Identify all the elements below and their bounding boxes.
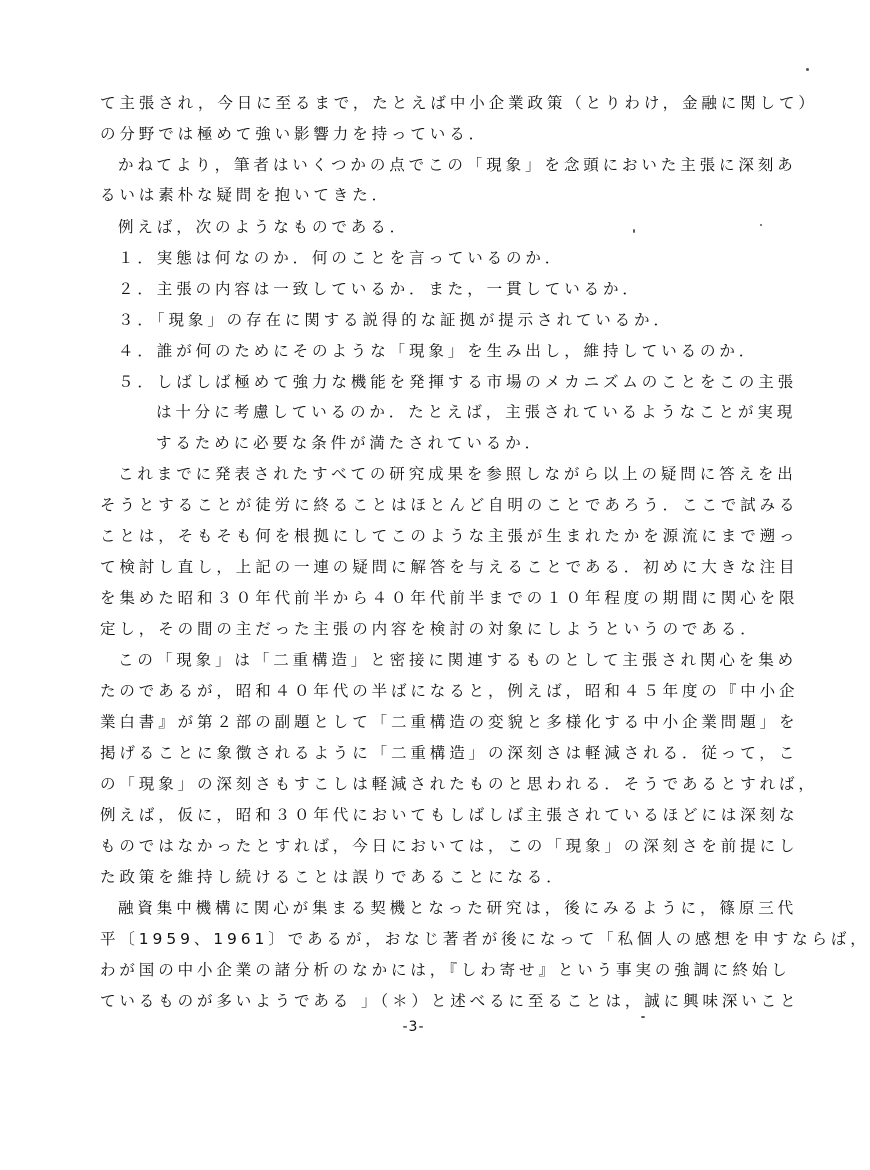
text-line-18: 定し，その間の主だった主張の内容を検討の対象にしようというのである．	[100, 620, 760, 638]
text-line-20: たのであるが，昭和４０年代の半ばになると，例えば，昭和４５年度の『中小企	[100, 682, 799, 700]
scan-speck	[641, 1016, 645, 1018]
text-line-17: を集めた昭和３０年代前半から４０年代前半までの１０年程度の期間に関心を限	[100, 589, 799, 607]
list-item-4: ４．誰が何のためにそのような「現象」を生み出し，維持しているのか．	[118, 342, 759, 360]
list-item-3: ３．「現象」の存在に関する説得的な証拠が提示されているか．	[118, 311, 673, 329]
text-line-28: 平〔1959、1961〕であるが，おなじ著者が後になって「私個人の感想を申すならば，	[100, 930, 870, 948]
text-line-4: るいは素朴な疑問を抱いてきた．	[100, 186, 392, 204]
text-line-27: 融資集中機構に関心が集まる契機となった研究は，後にみるように，篠原三代	[118, 899, 798, 917]
text-line-25: ものではなかったとすれば，今日においては，この「現象」の深刻さを前提にし	[100, 837, 799, 855]
page-number: -3-	[402, 1019, 425, 1035]
scan-speck	[633, 229, 635, 233]
text-line-14: そうとすることが徒労に終ることはほとんど自明のことであろう．ここで試みる	[100, 496, 799, 514]
text-line-24: 例えば，仮に，昭和３０年代においてもしばしば主張されているほどには深刻な	[100, 806, 799, 824]
text-line-21: 業白書』が第２部の副題として「二重構造の変貌と多様化する中小企業問題」を	[100, 713, 799, 731]
scan-speck	[806, 68, 809, 71]
text-line-23: の「現象」の深刻さもすこしは軽減されたものと思われる．そうであるとすれば，	[100, 775, 818, 793]
list-item-1: １．実態は何なのか．何のことを言っているのか．	[118, 249, 565, 267]
text-line-19: この「現象」は「二重構造」と密接に関連するものとして主張され関心を集め	[118, 651, 798, 669]
text-line-5: 例えば，次のようなものである．	[118, 218, 410, 236]
text-line-30: ているものが多いようである 」（＊）と述べるに至ることは，誠に興味深いこと	[100, 992, 800, 1010]
text-line-3: かねてより，筆者はいくつかの点でこの「現象」を念頭においた主張に深刻あ	[118, 156, 797, 174]
scan-speck	[760, 224, 762, 226]
text-line-15: ことは，そもそも何を根拠にしてこのような主張が生まれたかを源流にまで遡っ	[100, 527, 799, 545]
list-item-5-cont-1: は十分に考慮しているのか．たとえば，主張されているようなことが実現	[156, 403, 797, 421]
text-line-26: た政策を維持し続けることは誤りであることになる．	[100, 868, 566, 886]
list-item-5-cont-2: するために必要な条件が満たされているか．	[156, 434, 545, 452]
text-line-2: の分野では極めて強い影響力を持っている．	[100, 125, 489, 143]
list-item-5: ５．しばしば極めて強力な機能を発揮する市場のメカニズムのことをこの主張	[118, 373, 798, 391]
text-line-22: 掲げることに象徴されるように「二重構造」の深刻さは軽減される．従って，こ	[100, 744, 799, 762]
list-item-2: ２．主張の内容は一致しているか．また，一貫しているか．	[118, 280, 642, 298]
text-line-13: これまでに発表されたすべての研究成果を参照しながら以上の疑問に答えを出	[118, 465, 797, 483]
text-line-1: て主張され，今日に至るまで，たとえば中小企業政策（とりわけ，金融に関して）	[100, 94, 818, 112]
text-line-16: て検討し直し，上記の一連の疑問に解答を与えることである．初めに大きな注目	[100, 558, 799, 576]
text-line-29: わが国の中小企業の諸分析のなかには，『しわ寄せ』という事実の強調に終始し	[100, 961, 791, 979]
